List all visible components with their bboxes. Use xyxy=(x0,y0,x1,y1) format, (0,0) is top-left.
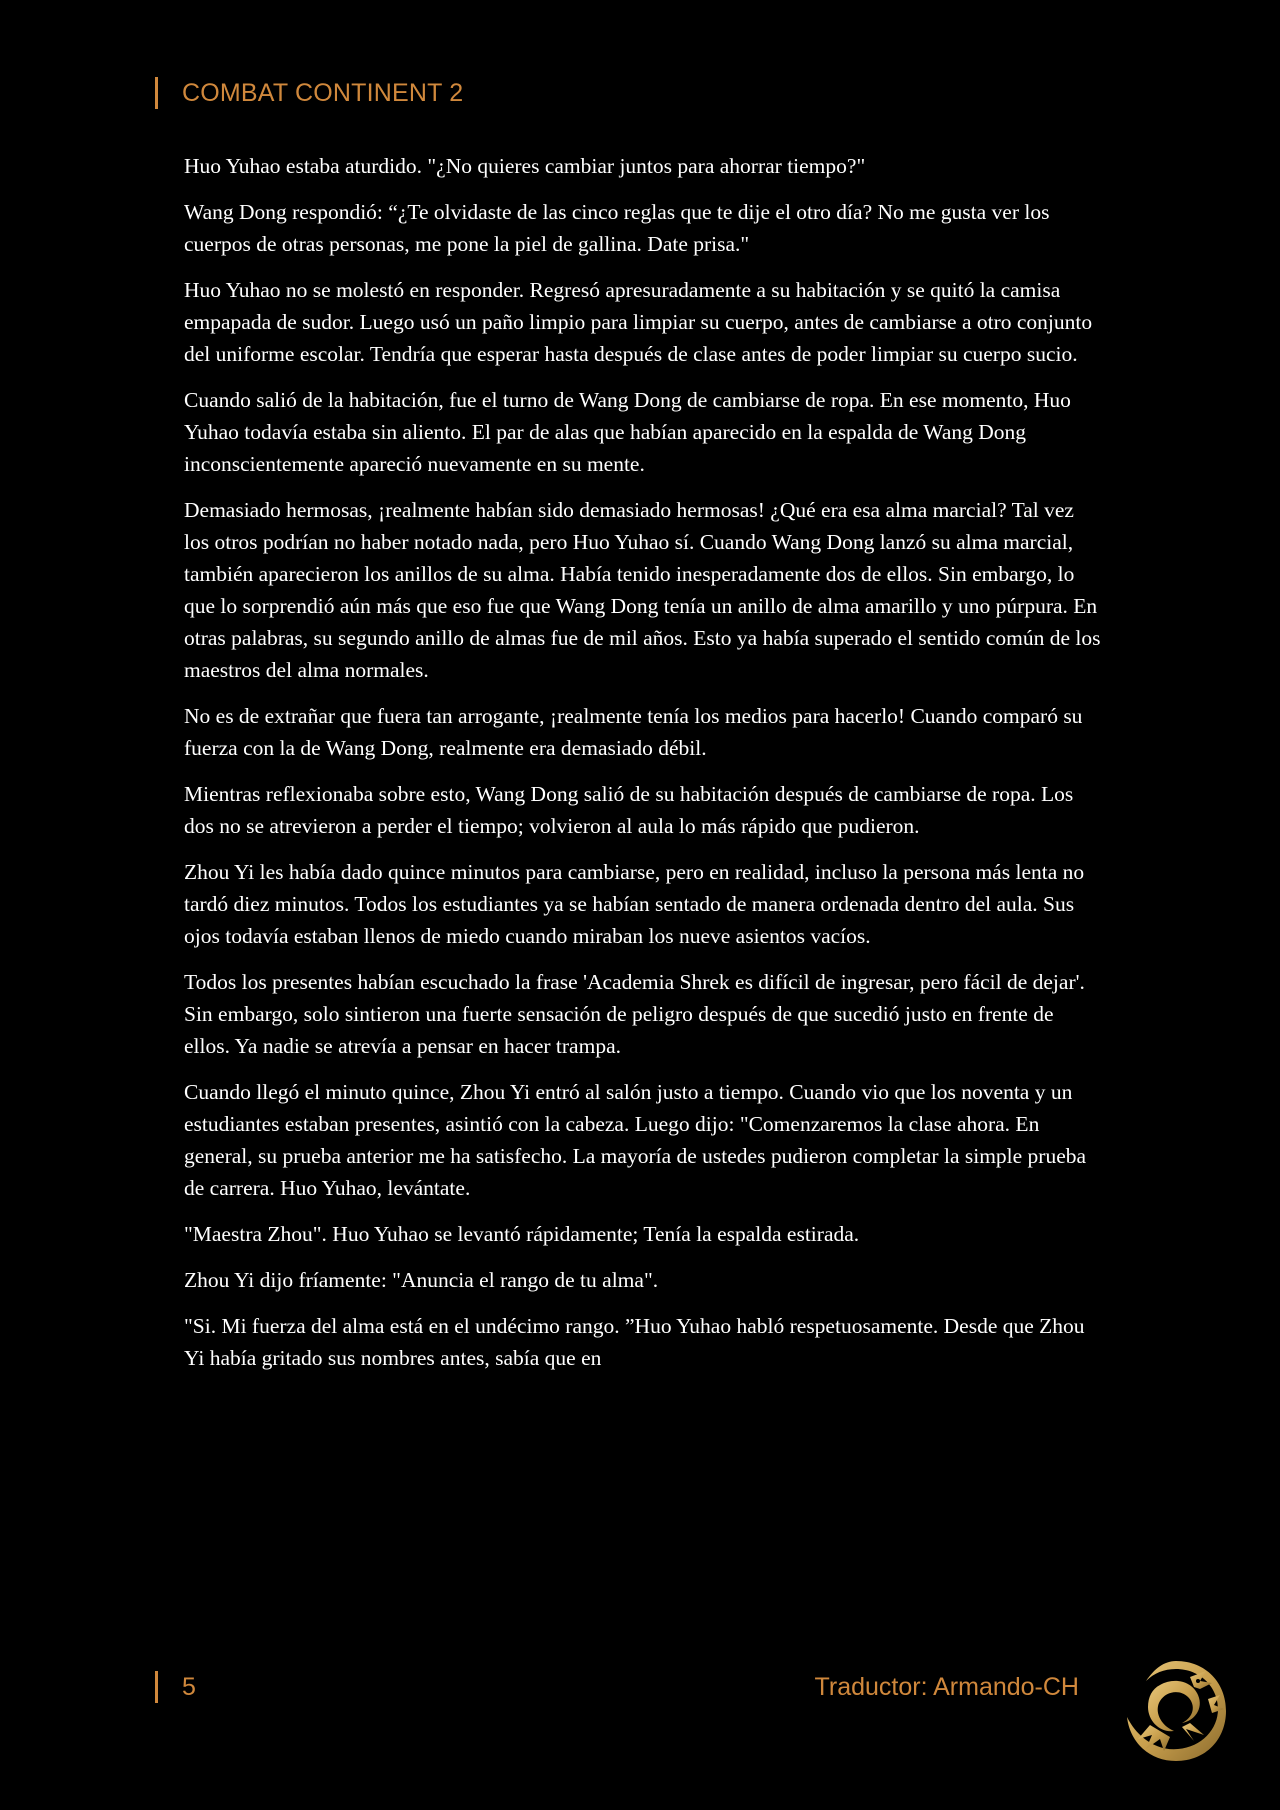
paragraph: Wang Dong respondió: “¿Te olvidaste de las cinco reglas que te dije el otro día? No me gusta ver los cuerpos de otras personas, me pone la piel de gallina. Date prisa." xyxy=(184,200,1050,256)
paragraph: Cuando llegó el minuto quince, Zhou Yi entró al salón justo a tiempo. Cuando vio que los noventa y un estudiantes estaban presentes, asintió con la cabeza. Luego dijo: "Comenzaremos la clase ahora. En general, su prueba anterior me ha satisfecho. La mayoría de ustedes pudieron completar la simple prueba de carrera. Huo Yuhao, levántate. xyxy=(184,1080,1087,1200)
paragraph: No es de extrañar que fuera tan arrogante, ¡realmente tenía los medios para hacerlo! Cuando comparó su fuerza con la de Wang Dong, realmente era demasiado débil. xyxy=(184,704,1083,760)
page-number: 5 xyxy=(182,1672,196,1701)
paragraph: Zhou Yi les había dado quince minutos para cambiarse, pero en realidad, incluso la persona más lenta no tardó diez minutos. Todos los estudiantes ya se habían sentado de manera ordenada dentro del aula. Sus ojos todavía estaban llenos de miedo cuando miraban los nueve asientos vacíos. xyxy=(184,860,1085,948)
dragon-logo-icon xyxy=(1120,1655,1232,1767)
paragraph: Zhou Yi dijo fríamente: "Anuncia el rango de tu alma". xyxy=(184,1268,659,1292)
footer-accent-bar xyxy=(155,1671,158,1703)
paragraph: Demasiado hermosas, ¡realmente habían sido demasiado hermosas! ¿Qué era esa alma marcial? Tal vez los otros podrían no haber notado nada, pero Huo Yuhao sí. Cuando Wang Dong lanzó su alma marcial, también aparecieron los anillos de su alma. Había tenido inesperadamente dos de ellos. Sin embargo, lo que lo sorprendió aún más que eso fue que Wang Dong tenía un anillo de alma amarillo y uno púrpura. En otras palabras, su segundo anillo de almas fue de mil años. Esto ya había superado el sentido común de los maestros del alma normales. xyxy=(184,498,1101,682)
book-title: COMBAT CONTINENT 2 xyxy=(182,78,464,107)
header-accent-bar xyxy=(155,77,158,109)
paragraph: Huo Yuhao estaba aturdido. "¿No quieres cambiar juntos para ahorrar tiempo?" xyxy=(184,154,866,178)
paragraph: "Si. Mi fuerza del alma está en el undécimo rango. ”Huo Yuhao habló respetuosamente. Desde que Zhou Yi había gritado sus nombres antes, sabía que en xyxy=(184,1314,1085,1370)
paragraph: Mientras reflexionaba sobre esto, Wang Dong salió de su habitación después de cambiarse de ropa. Los dos no se atrevieron a perder el tiempo; volvieron al aula lo más rápido que pudieron. xyxy=(184,782,1074,838)
paragraph: Huo Yuhao no se molestó en responder. Regresó apresuradamente a su habitación y se quitó la camisa empapada de sudor. Luego usó un paño limpio para limpiar su cuerpo, antes de cambiarse a otro conjunto del uniforme escolar. Tendría que esperar hasta después de clase antes de poder limpiar su cuerpo sucio. xyxy=(184,278,1093,366)
paragraph: Cuando salió de la habitación, fue el turno de Wang Dong de cambiarse de ropa. En ese momento, Huo Yuhao todavía estaba sin aliento. El par de alas que habían aparecido en la espalda de Wang Dong inconscientemente apareció nuevamente en su mente. xyxy=(184,388,1071,476)
page-header xyxy=(155,76,463,110)
page-footer xyxy=(155,1670,1079,1704)
chapter-text xyxy=(184,150,1104,1388)
paragraph: Todos los presentes habían escuchado la frase 'Academia Shrek es difícil de ingresar, pero fácil de dejar'. Sin embargo, solo sintieron una fuerte sensación de peligro después de que sucedió justo en frente de ellos. Ya nadie se atrevía a pensar en hacer trampa. xyxy=(184,970,1085,1058)
paragraph: "Maestra Zhou". Huo Yuhao se levantó rápidamente; Tenía la espalda estirada. xyxy=(184,1222,860,1246)
translator-credit: Traductor: Armando-CH xyxy=(814,1673,1079,1701)
